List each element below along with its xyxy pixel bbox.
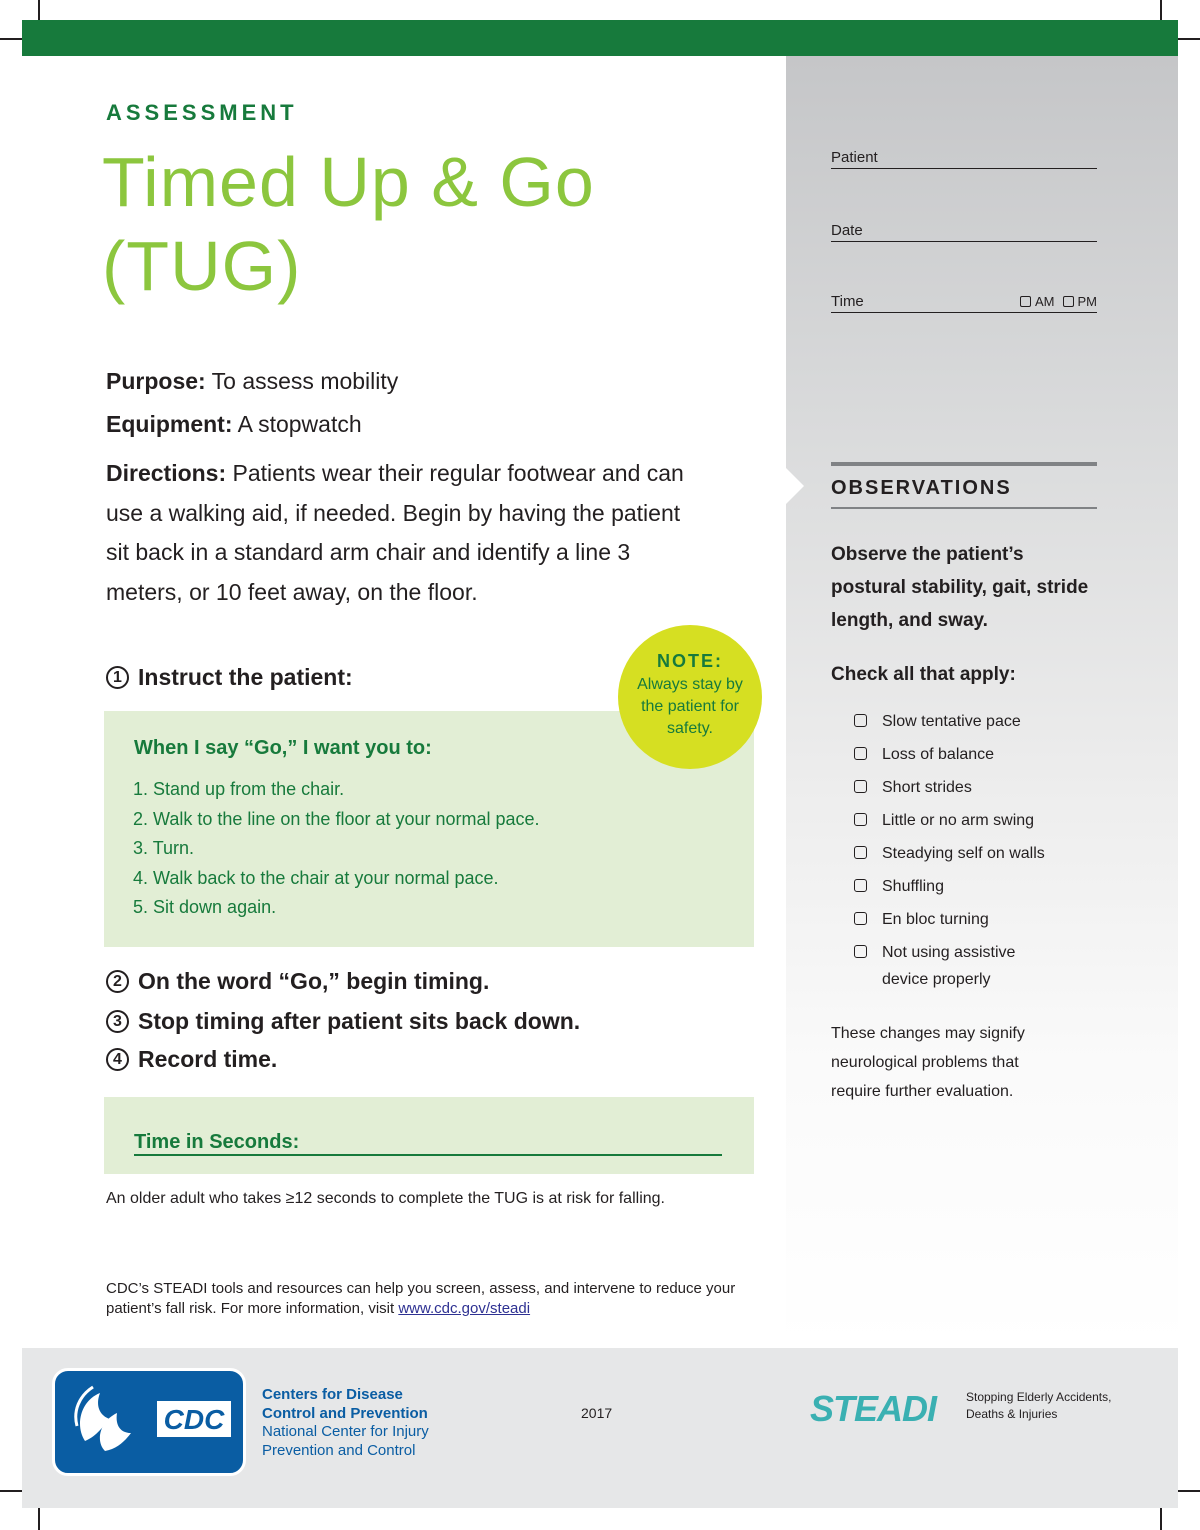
directions-field bbox=[106, 454, 706, 612]
step-2 bbox=[106, 968, 489, 995]
pm-label: PM bbox=[1077, 294, 1097, 309]
pm-checkbox[interactable] bbox=[1063, 296, 1074, 307]
cdc-org-name bbox=[262, 1386, 429, 1460]
checkbox[interactable] bbox=[854, 714, 867, 727]
crop-mark bbox=[1160, 0, 1162, 22]
crop-mark bbox=[1178, 38, 1200, 40]
org-line: Control and Prevention bbox=[262, 1404, 428, 1422]
tagline-line: Stopping Elderly Accidents, bbox=[966, 1390, 1112, 1404]
equipment-label: Equipment: bbox=[106, 411, 233, 437]
note-badge bbox=[618, 625, 762, 769]
checklist-label: Not using assistive device properly bbox=[882, 944, 1016, 988]
top-header-band bbox=[22, 20, 1178, 56]
checklist-label: Loss of balance bbox=[882, 746, 995, 763]
step-text: Instruct the patient: bbox=[138, 664, 353, 690]
crop-mark bbox=[0, 38, 22, 40]
date-label: Date bbox=[831, 222, 863, 239]
hhs-eagle-icon bbox=[55, 1371, 243, 1473]
checkbox[interactable] bbox=[854, 780, 867, 793]
observations-intro: Observe the patient’s postural stability, gait, stride length, and sway. bbox=[831, 544, 1089, 631]
checklist-item bbox=[854, 776, 1062, 809]
time-field[interactable] bbox=[831, 293, 1097, 313]
note-title: NOTE: bbox=[657, 651, 723, 671]
crop-mark bbox=[0, 1490, 22, 1492]
checklist-item bbox=[854, 908, 1062, 941]
directions-value: Patients wear their regular footwear and can use a walking aid, if needed. Begin by having the patient sit back in a standard arm chair and identify a line 3 meters, or 10 feet away, on the floor. bbox=[106, 460, 684, 605]
step-text: Stop timing after patient sits back down. bbox=[138, 1008, 581, 1034]
checkbox[interactable] bbox=[854, 945, 867, 958]
crop-mark bbox=[1160, 1508, 1162, 1530]
directions-label: Directions: bbox=[106, 460, 227, 486]
instruction-item: 5. Sit down again. bbox=[133, 897, 277, 917]
step-3 bbox=[106, 1008, 580, 1035]
checkbox[interactable] bbox=[854, 912, 867, 925]
step-text: Record time. bbox=[138, 1046, 278, 1072]
step-number-icon: 2 bbox=[106, 970, 129, 993]
org-line: Prevention and Control bbox=[262, 1441, 416, 1459]
crop-mark bbox=[1178, 1490, 1200, 1492]
checkbox[interactable] bbox=[854, 813, 867, 826]
org-line: National Center for Injury bbox=[262, 1423, 429, 1440]
checklist-label: En bloc turning bbox=[882, 911, 989, 928]
equipment-value: A stopwatch bbox=[232, 411, 362, 437]
patient-label: Patient bbox=[831, 149, 878, 166]
tagline-line: Deaths & Injuries bbox=[966, 1407, 1058, 1421]
steadi-logo: STEADI bbox=[810, 1388, 937, 1429]
cdc-info-body: CDC’s STEADI tools and resources can help you screen, assess, and intervene to reduce your patient’s fall risk. For more information, visit bbox=[106, 1280, 736, 1317]
date-field[interactable] bbox=[831, 222, 1097, 242]
observations-footer: These changes may signify neurological problems that require further evaluation. bbox=[831, 1025, 1025, 1100]
observation-checklist bbox=[854, 710, 1062, 1001]
step-number-icon: 3 bbox=[106, 1010, 129, 1033]
cdc-logo-text: CDC bbox=[163, 1404, 225, 1435]
step-4 bbox=[106, 1046, 277, 1073]
checklist-label: Short strides bbox=[882, 779, 972, 796]
check-all-heading: Check all that apply: bbox=[831, 664, 1016, 685]
observations-title: OBSERVATIONS bbox=[831, 477, 1012, 499]
step-1 bbox=[106, 664, 353, 691]
checklist-item bbox=[854, 809, 1062, 842]
checklist-item bbox=[854, 743, 1062, 776]
note-body: Always stay by the patient for safety. bbox=[637, 676, 743, 737]
instruction-heading: When I say “Go,” I want you to: bbox=[134, 737, 432, 759]
checklist-item bbox=[854, 941, 1062, 1001]
crop-mark bbox=[38, 0, 40, 22]
steadi-tagline bbox=[966, 1389, 1111, 1423]
title-line-1: Timed Up & Go bbox=[102, 143, 595, 221]
cdc-logo bbox=[52, 1368, 246, 1476]
checklist-label: Steadying self on walls bbox=[882, 845, 1045, 862]
checkbox[interactable] bbox=[854, 846, 867, 859]
time-in-seconds-label: Time in Seconds: bbox=[134, 1131, 300, 1153]
instruction-item: 1. Stand up from the chair. bbox=[133, 779, 345, 799]
instruction-item: 3. Turn. bbox=[133, 838, 195, 858]
time-entry-box bbox=[104, 1097, 754, 1174]
kicker-label: ASSESSMENT bbox=[106, 100, 298, 125]
steadi-link[interactable]: www.cdc.gov/steadi bbox=[398, 1300, 531, 1317]
instruction-item: 2. Walk to the line on the floor at your normal pace. bbox=[133, 808, 540, 829]
risk-note: An older adult who takes ≥12 seconds to complete the TUG is at risk for falling. bbox=[106, 1190, 665, 1207]
year-label: 2017 bbox=[581, 1405, 613, 1421]
checkbox[interactable] bbox=[854, 879, 867, 892]
equipment-field bbox=[106, 411, 362, 438]
am-label: AM bbox=[1035, 294, 1055, 309]
patient-field[interactable] bbox=[831, 149, 1097, 169]
purpose-value: To assess mobility bbox=[205, 368, 399, 394]
sidebar-notch bbox=[786, 468, 804, 504]
checklist-item bbox=[854, 842, 1062, 875]
step-number-icon: 4 bbox=[106, 1048, 129, 1071]
checklist-item bbox=[854, 875, 1062, 908]
am-pm-options bbox=[1020, 293, 1097, 310]
org-line: Centers for Disease bbox=[262, 1386, 403, 1403]
cdc-info-text bbox=[106, 1279, 746, 1319]
time-label: Time bbox=[831, 293, 864, 310]
purpose-label: Purpose: bbox=[106, 368, 206, 394]
purpose-field bbox=[106, 368, 398, 395]
checkbox[interactable] bbox=[854, 747, 867, 760]
title-line-2: (TUG) bbox=[102, 227, 302, 305]
divider bbox=[831, 507, 1097, 509]
page-title bbox=[102, 140, 595, 308]
sidebar-panel bbox=[786, 56, 1178, 1348]
am-checkbox[interactable] bbox=[1020, 296, 1031, 307]
step-text: On the word “Go,” begin timing. bbox=[138, 968, 490, 994]
checklist-label: Slow tentative pace bbox=[882, 713, 1021, 730]
checklist-item bbox=[854, 710, 1062, 743]
divider bbox=[831, 462, 1097, 466]
checklist-label: Little or no arm swing bbox=[882, 812, 1035, 829]
checklist-label: Shuffling bbox=[882, 878, 944, 895]
step-number-icon: 1 bbox=[106, 666, 129, 689]
crop-mark bbox=[38, 1508, 40, 1530]
time-in-seconds-field[interactable] bbox=[134, 1154, 722, 1156]
instruction-item: 4. Walk back to the chair at your normal pace. bbox=[133, 867, 499, 888]
instruction-list bbox=[133, 775, 540, 923]
